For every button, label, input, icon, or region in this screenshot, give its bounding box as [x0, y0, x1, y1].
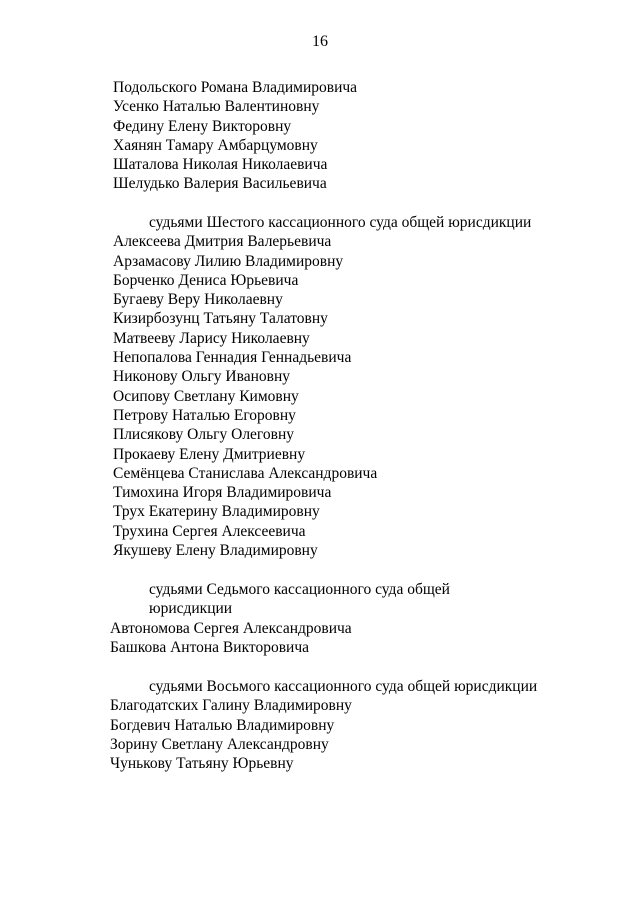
name-line: Семёнцева Станислава Александровича — [113, 464, 378, 482]
section-seventh-court — [0, 580, 640, 657]
name-line: Арзамасову Лилию Владимировну — [113, 252, 344, 270]
name-line: Зорину Светлану Александровну — [110, 735, 329, 753]
name-line: Трухина Сергея Алексеевича — [113, 522, 306, 540]
name-line: Башкова Антона Викторовича — [110, 638, 310, 656]
name-line: Кизирбозунц Татьяну Талатовну — [113, 310, 328, 328]
name-line: Никонову Ольгу Ивановну — [113, 368, 291, 386]
name-line: Петрову Наталью Егоровну — [113, 406, 296, 424]
section-sixth-court — [0, 213, 640, 560]
name-line: Шелудько Валерия Васильевича — [113, 175, 327, 193]
page-number: 16 — [312, 33, 328, 50]
name-line: Хаянян Тамару Амбарцумовну — [113, 136, 318, 154]
name-line: Осипову Светлану Кимовну — [113, 387, 299, 405]
name-line: Непопалова Геннадия Геннадьевича — [113, 349, 352, 367]
section-heading-continuation: юрисдикции — [149, 600, 233, 618]
name-line: Алексеева Дмитрия Валерьевича — [113, 233, 332, 251]
section-heading: судьями Седьмого кассационного суда общей — [149, 581, 450, 598]
name-line: Автономова Сергея Александровича — [110, 619, 352, 637]
section-heading: судьями Шестого кассационного суда общей юрисдикции — [149, 214, 532, 231]
name-line: Шаталова Николая Николаевича — [113, 156, 328, 174]
name-line: Плисякову Ольгу Олеговну — [113, 426, 295, 444]
name-line: Чунькову Татьяну Юрьевну — [110, 755, 294, 773]
name-line: Бугаеву Веру Николаевну — [113, 291, 283, 309]
name-line: Борченко Дениса Юрьевича — [113, 271, 299, 289]
name-line: Прокаеву Елену Дмитриевну — [113, 445, 306, 463]
name-line: Якушеву Елену Владимировну — [113, 542, 318, 560]
name-line: Подольского Романа Владимировича — [113, 79, 358, 96]
section-eighth-court — [0, 677, 640, 773]
name-line: Матвееву Ларису Николаевну — [113, 329, 310, 347]
name-line: Благодатских Галину Владимировну — [110, 697, 352, 715]
section-list-1 — [0, 78, 640, 194]
name-line: Богдевич Наталью Владимировну — [110, 716, 335, 734]
name-line: Усенко Наталью Валентиновну — [113, 98, 320, 116]
name-line: Тимохина Игоря Владимировича — [113, 484, 332, 502]
name-line: Федину Елену Викторовну — [113, 117, 292, 135]
section-heading: судьями Восьмого кассационного суда общей юрисдикции — [149, 678, 538, 695]
name-line: Трух Екатерину Владимировну — [113, 503, 320, 521]
